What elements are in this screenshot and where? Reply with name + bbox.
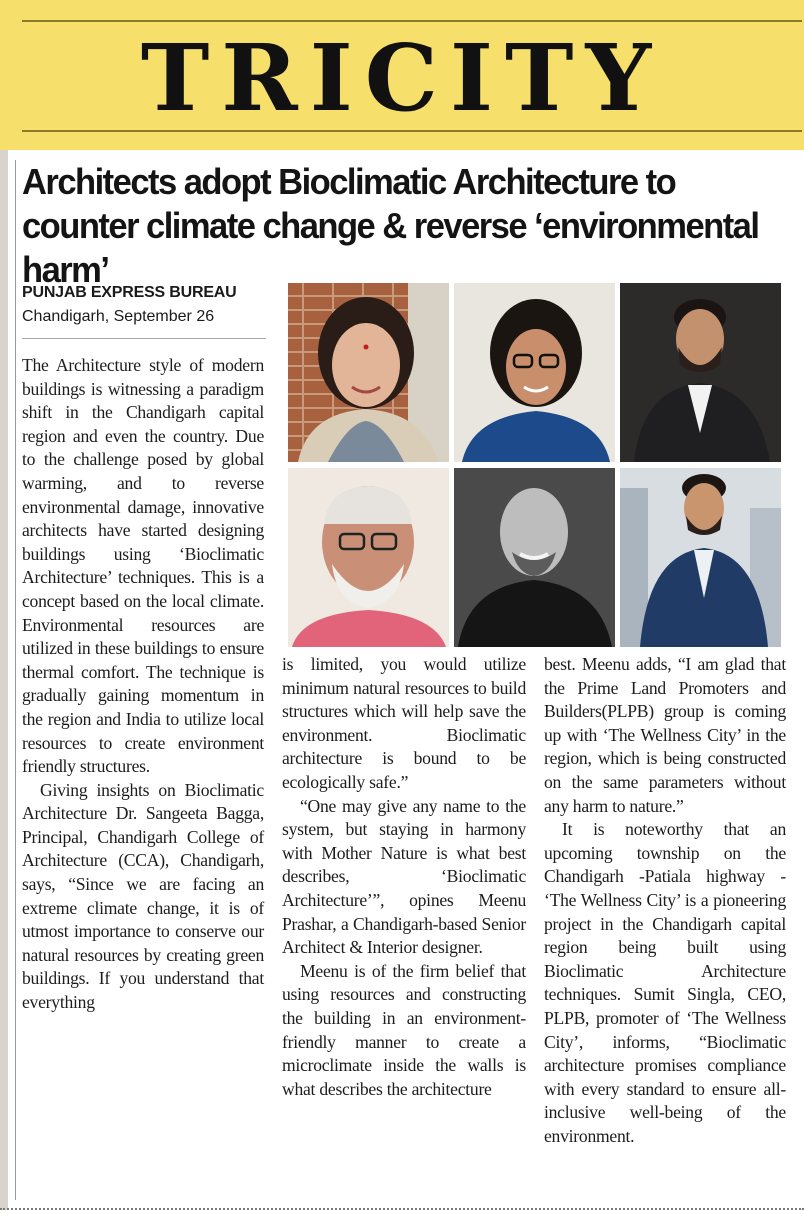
paragraph: It is noteworthy that an upcoming township on the Chandigarh -Patiala highway - ‘The Wellness City’ is a pioneering project in the Chandigarh capital region being built using Bioclimatic Architecture techniques. Sumit Singla, CEO, PLPB, promoter of ‘The Wellness City’, informs, “Bioclimatic architecture promises compliance with every standard to ensure all-inclusive well-being of the environment. xyxy=(544,819,786,1146)
column-divider xyxy=(15,160,16,1200)
portrait-elderly-man-glasses xyxy=(288,468,449,647)
byline: PUNJAB EXPRESS BUREAU xyxy=(22,284,237,301)
photo-grid xyxy=(288,283,781,647)
masthead-banner xyxy=(0,0,804,150)
article-column-2 xyxy=(282,653,526,1101)
portrait-woman-glasses xyxy=(454,283,615,462)
page-bottom-rule xyxy=(0,1208,804,1210)
portrait-man-dark-suit xyxy=(620,283,781,462)
paragraph: Giving insights on Bioclimatic Architecture Dr. Sangeeta Bagga, Principal, Chandigarh College of Architecture (CCA), Chandigarh, says, “Since we are facing an extreme climate change, it is of utmost importance to conserve our natural resources by creating green buildings. If you understand that everything xyxy=(22,779,264,1013)
portrait-bald-man-black-shirt xyxy=(454,468,615,647)
paragraph: is limited, you would utilize minimum natural resources to build structures which will help save the environment. Bioclimatic architecture is bound to be ecologically safe.” xyxy=(282,654,526,792)
article-headline: Architects adopt Bioclimatic Architecture to counter climate change & reverse ‘environmental harm’ xyxy=(22,161,759,290)
section-title: TRICITY xyxy=(140,24,664,132)
dateline: Chandigarh, September 26 xyxy=(22,308,215,325)
paragraph: The Architecture style of modern buildings is witnessing a paradigm shift in the Chandigarh capital region and even the country. Due to the challenge posed by global warming, and to reverse environmental damage, innovative architects have started designing buildings using ‘Bioclimatic Architecture’ techniques. This is a concept based on the local climate. Environmental resources are utilized in these buildings to ensure thermal comfort. The technique is gradually gaining momentum in the region and India to utilize local resources to create environment friendly structures. xyxy=(22,355,264,777)
paragraph: “One may give any name to the system, but staying in harmony with Mother Nature is what best describes, ‘Bioclimatic Architecture’”, opines Meenu Prashar, a Chandigarh-based Senior Architect & Interior designer. xyxy=(282,795,526,958)
paragraph: Meenu is of the firm belief that using resources and constructing the building in an environment-friendly manner to create a microclimate inside the walls is what describes the architecture xyxy=(282,960,526,1099)
portrait-woman-red-bindi xyxy=(288,283,449,462)
adjacent-page-edge xyxy=(0,150,14,1210)
portrait-man-blue-suit xyxy=(620,468,781,647)
paragraph: best. Meenu adds, “I am glad that the Prime Land Promoters and Builders(PLPB) group is coming up with ‘The Wellness City’ in the region, which is being constructed on the same parameters without any harm to nature.” xyxy=(544,654,786,816)
article-column-1 xyxy=(22,354,264,1015)
article-column-3 xyxy=(544,653,786,1148)
byline-rule xyxy=(22,338,266,339)
